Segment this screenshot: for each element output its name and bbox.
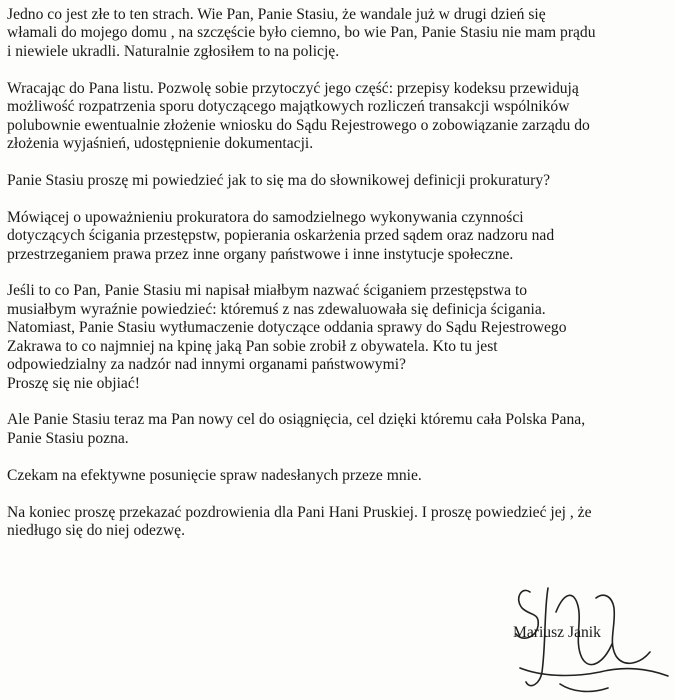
text-line: Czekam na efektywne posunięcie spraw nadesłanych przeze mnie. xyxy=(7,466,422,484)
text-line: Jeśli to co Pan, Panie Stasiu mi napisał miałbym nazwać ściganiem przestępstwa to xyxy=(7,282,528,300)
text-line: Panie Stasiu pozna. xyxy=(7,429,129,447)
paragraph-closing xyxy=(7,504,667,541)
signature-name: Mariusz Janik xyxy=(513,624,601,641)
text-line: Natomiast, Panie Stasiu wytłumaczenie dotyczące oddania sprawy do Sądu Rejestrowego xyxy=(7,319,567,337)
paragraph-waiting xyxy=(7,467,667,485)
text-line: Mówiącej o upoważnieniu prokuratora do samodzielnego wykonywania czynności xyxy=(7,208,524,226)
text-line: musiałbym wyraźnie powiedzieć: któremuś z nas zdewaluowała się definicja ścigania. xyxy=(7,300,546,318)
paragraph-new-goal xyxy=(7,411,667,448)
text-line: Proszę się nie objiać! xyxy=(7,374,140,392)
paragraph-burglary xyxy=(7,6,667,61)
paragraph-definition xyxy=(7,209,667,264)
text-line: Zakrawa to co najmniej na kpinę jaką Pan sobie zrobił z obywatela. Kto tu jest xyxy=(7,337,498,355)
text-line: Wracając do Pana listu. Pozwolę sobie przytoczyć jego część: przepisy kodeksu przewidują xyxy=(7,79,579,97)
paragraph-complaint xyxy=(7,282,667,392)
text-line: przestrzeganiem prawa przez inne organy państwowe i inne instytucje społeczne. xyxy=(7,245,514,263)
letter-body xyxy=(7,6,667,559)
text-line: złożenia wyjaśnień, udostępnienie dokumentacji. xyxy=(7,134,314,152)
paragraph-question xyxy=(7,172,667,190)
text-line: możliwość rozpatrzenia sporu dotyczącego majątkowych rozliczeń transakcji wspólników xyxy=(7,98,570,116)
text-line: dotyczących ścigania przestępstw, popierania oskarżenia przed sądem oraz nadzoru nad xyxy=(7,227,555,245)
text-line: i niewiele ukradli. Naturalnie zgłosiłem to na policję. xyxy=(7,42,340,60)
text-line: włamali do mojego domu , na szczęście było ciemno, bo wie Pan, Panie Stasiu nie mam prądu xyxy=(7,24,596,42)
text-line: Ale Panie Stasiu teraz ma Pan nowy cel do osiągnięcia, cel dzięki któremu cała Polska Pana, xyxy=(7,411,586,429)
text-line: niedługo się do niej odezwę. xyxy=(7,522,185,540)
text-line: Panie Stasiu proszę mi powiedzieć jak to się ma do słownikowej definicji prokuratury? xyxy=(7,171,551,189)
text-line: polubownie ewentualnie złożenie wniosku do Sądu Rejestrowego o zobowiązanie zarządu do xyxy=(7,116,590,134)
text-line: odpowiedzialny za nadzór nad innymi organami państwowymi? xyxy=(7,356,406,374)
paragraph-letter-quote xyxy=(7,80,667,154)
text-line: Jedno co jest złe to ten strach. Wie Pan, Panie Stasiu, że wandale już w drugi dzień się xyxy=(7,6,546,23)
text-line: Na koniec proszę przekazać pozdrowienia dla Pani Hani Pruskiej. I proszę powiedzieć jej , że xyxy=(7,503,592,521)
